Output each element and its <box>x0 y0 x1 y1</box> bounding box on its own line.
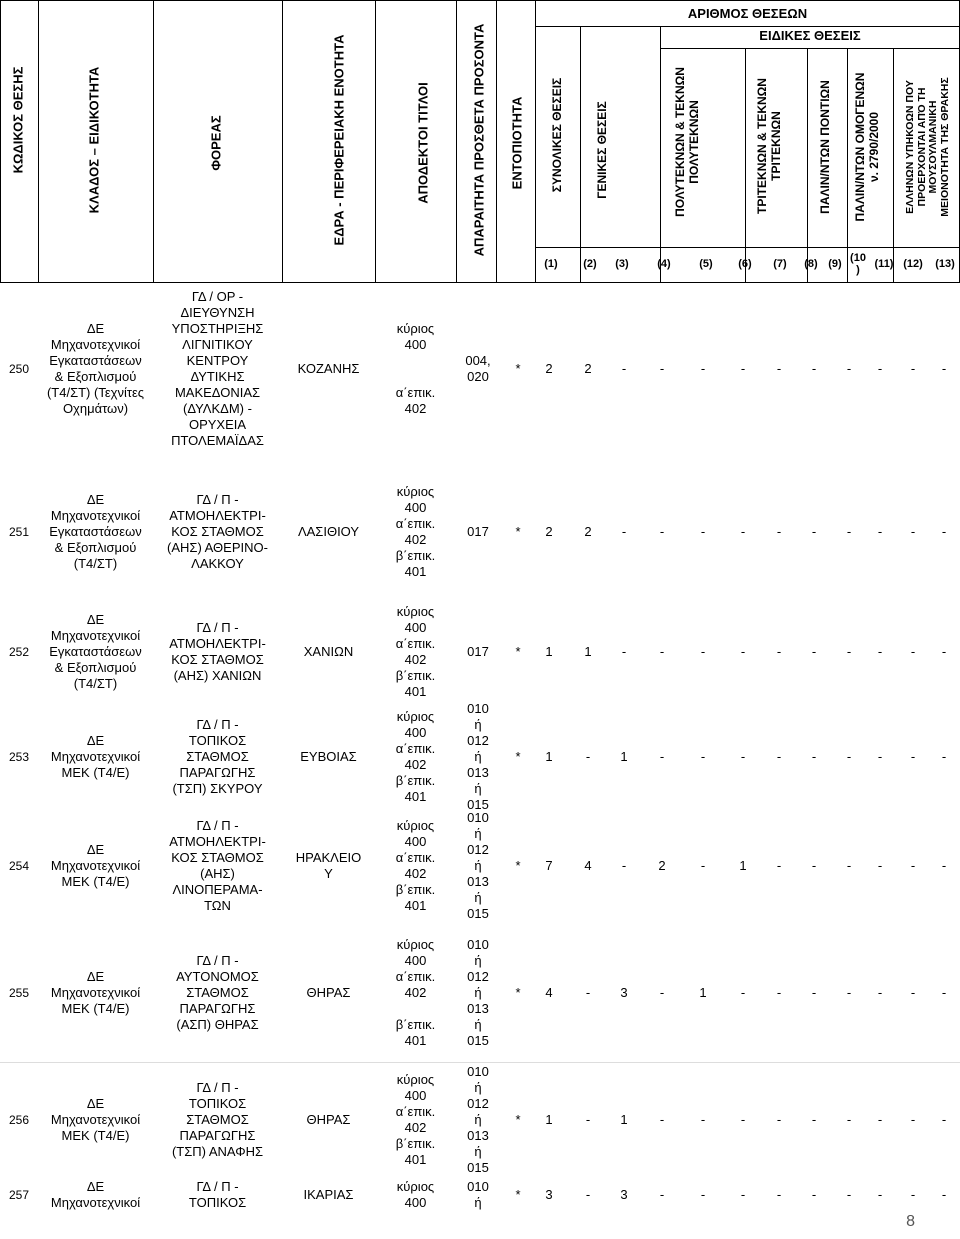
column-number: (1) <box>544 258 558 270</box>
branch-line: Μηχανοτεχνικοί <box>50 858 141 873</box>
position-value: - <box>659 749 665 764</box>
branch-line: ΜΕΚ (Τ4/Ε) <box>61 765 130 780</box>
branch-line: ΔΕ <box>86 321 105 336</box>
position-value: - <box>941 985 947 1000</box>
extra-line: ή <box>474 1080 482 1095</box>
title-line: κύριος <box>396 321 435 336</box>
column-number: (13) <box>935 258 955 270</box>
branch-line: & Εξοπλισμού <box>54 369 137 384</box>
title-line: α΄επικ. <box>395 385 436 400</box>
position-value: - <box>700 644 706 659</box>
position-value: - <box>585 1187 591 1202</box>
extra-line: 012 <box>467 842 489 857</box>
position-value: - <box>846 1112 852 1127</box>
position-value: - <box>740 749 746 764</box>
position-value: 1 <box>545 1112 553 1127</box>
position-value: 2 <box>545 524 553 539</box>
title-line: 400 <box>404 337 427 352</box>
title-line: β΄επικ. <box>395 773 436 788</box>
title-line: 400 <box>404 725 427 740</box>
header-code: ΚΩΔΙΚΟΣ ΘΕΣΗΣ <box>10 66 26 174</box>
body-line: ΓΔ / ΟΡ - <box>191 289 244 304</box>
position-code: 252 <box>8 645 30 659</box>
position-value: - <box>846 644 852 659</box>
page-number: 8 <box>906 1213 915 1230</box>
body-line: ΓΔ / Π - <box>196 492 239 507</box>
position-value: - <box>659 644 665 659</box>
title-line: α΄επικ. <box>395 969 436 984</box>
extra-line: ή <box>474 1144 482 1159</box>
extra-line: 013 <box>467 874 489 889</box>
position-value: - <box>941 644 947 659</box>
header-tri: ΤΡΙΤΕΚΝΩΝ & ΤΕΚΝΩΝ ΤΡΙΤΕΚΝΩΝ <box>755 78 783 214</box>
body-line: ΠΑΡΑΓΩΓΗΣ <box>179 1128 256 1143</box>
position-value: - <box>700 361 706 376</box>
header-special: ΕΙΔΙΚΕΣ ΘΕΣΕΙΣ <box>759 28 861 43</box>
body-line: ΛΙΓΝΙΤΙΚΟΥ <box>182 337 253 352</box>
position-value: - <box>776 524 782 539</box>
position-value: - <box>776 361 782 376</box>
title-line: κύριος <box>396 1072 435 1087</box>
extra-line: ή <box>474 781 482 796</box>
header-local: ΕΝΤΟΠΙΟΤΗΤΑ <box>509 96 525 190</box>
extra-line: ή <box>474 1017 482 1032</box>
region: ΧΑΝΙΩΝ <box>303 644 354 659</box>
branch-line: (Τ4/ΣΤ) (Τεχνίτες <box>46 385 145 400</box>
position-value: - <box>700 858 706 873</box>
branch-line: Μηχανοτεχνικοί <box>50 985 141 1000</box>
position-value: - <box>910 524 916 539</box>
branch-line: Μηχανοτεχνικοί <box>50 508 141 523</box>
extra-line: ή <box>474 858 482 873</box>
position-value: 1 <box>545 644 553 659</box>
body-line: ΟΡΥΧΕΙΑ <box>188 417 247 432</box>
position-code: 254 <box>8 859 30 873</box>
position-value: 2 <box>584 361 592 376</box>
body-line: (ΑΣΠ) ΘΗΡΑΣ <box>176 1017 259 1032</box>
position-value: - <box>811 524 817 539</box>
position-value: - <box>846 361 852 376</box>
position-code: 250 <box>8 362 30 376</box>
position-value: * <box>515 644 521 659</box>
region: ΛΑΣΙΘΙΟΥ <box>297 524 360 539</box>
branch-line: Εγκαταστάσεων <box>49 644 142 659</box>
branch-line: ΜΕΚ (Τ4/Ε) <box>61 874 130 889</box>
title-line: 400 <box>404 1195 427 1210</box>
branch-line: Εγκαταστάσεων <box>49 353 142 368</box>
title-line: β΄επικ. <box>395 668 436 683</box>
position-value: - <box>621 524 627 539</box>
body-line: ΚΕΝΤΡΟΥ <box>186 353 249 368</box>
header-region: ΕΔΡΑ - ΠΕΡΙΦΕΡΕΙΑΚΗ ΕΝΟΤΗΤΑ <box>331 34 347 246</box>
header-branch: ΚΛΑΔΟΣ – ΕΙΔΙΚΟΤΗΤΑ <box>86 66 102 214</box>
position-value: 4 <box>584 858 592 873</box>
body-line: ΤΟΠΙΚΟΣ <box>188 733 247 748</box>
title-line: 402 <box>404 757 427 772</box>
branch-line: ΔΕ <box>86 612 105 627</box>
position-value: - <box>877 749 883 764</box>
body-line: ΣΤΑΘΜΟΣ <box>186 1112 249 1127</box>
title-line: β΄επικ. <box>395 1017 436 1032</box>
position-value: - <box>877 524 883 539</box>
position-value: 3 <box>620 1187 628 1202</box>
body-line: ΑΤΜΟΗΛΕΚΤΡΙ- <box>169 636 266 651</box>
position-value: - <box>910 749 916 764</box>
extra-line: 012 <box>467 969 489 984</box>
header-titles: ΑΠΟΔΕΚΤΟΙ ΤΙΤΛΟΙ <box>415 82 431 204</box>
position-value: - <box>659 361 665 376</box>
extra-line: ή <box>474 985 482 1000</box>
column-number: (4) <box>657 258 671 270</box>
body-line: ΚΟΣ ΣΤΑΘΜΟΣ <box>171 524 264 539</box>
body-line: ΚΟΣ ΣΤΑΘΜΟΣ <box>171 850 264 865</box>
branch-line: Μηχανοτεχνικοί <box>50 337 141 352</box>
title-line: 402 <box>404 532 427 547</box>
header-omogeneis: ΠΑΛΙΝ/ΝΤΩΝ ΟΜΟΓΕΝΩΝ ν. 2790/2000 <box>853 72 881 222</box>
body-line: ΓΔ / Π - <box>196 1080 239 1095</box>
position-value: 2 <box>658 858 666 873</box>
position-value: 1 <box>739 858 747 873</box>
branch-line: Εγκαταστάσεων <box>49 524 142 539</box>
branch-line: ΔΕ <box>86 492 105 507</box>
header-extra: ΑΠΑΡΑΙΤΗΤΑ ΠΡΟΣΘΕΤΑ ΠΡΟΣΟΝΤΑ <box>471 23 487 257</box>
title-line: 401 <box>404 564 427 579</box>
extra-line: 020 <box>467 369 489 384</box>
extra-line: ή <box>474 1195 482 1210</box>
extra-line: 015 <box>467 797 489 812</box>
body-line: ΠΑΡΑΓΩΓΗΣ <box>179 765 256 780</box>
header-general: ΓΕΝΙΚΕΣ ΘΕΣΕΙΣ <box>595 101 610 199</box>
position-value: - <box>621 858 627 873</box>
extra-line: 013 <box>467 765 489 780</box>
branch-line: ΔΕ <box>86 1096 105 1111</box>
branch-line: Μηχανοτεχνικοί <box>50 749 141 764</box>
position-value: - <box>700 1112 706 1127</box>
position-value: - <box>659 985 665 1000</box>
title-line: 402 <box>404 652 427 667</box>
body-line: ΔΙΕΥΘΥΝΣΗ <box>180 305 255 320</box>
position-value: - <box>910 985 916 1000</box>
position-value: - <box>776 985 782 1000</box>
body-line: ΓΔ / Π - <box>196 953 239 968</box>
position-value: - <box>700 524 706 539</box>
branch-line: Μηχανοτεχνικοί <box>50 628 141 643</box>
position-value: - <box>811 1187 817 1202</box>
extra-line: 004, <box>465 353 491 368</box>
title-line: α΄επικ. <box>395 741 436 756</box>
body-line: ΓΔ / Π - <box>196 717 239 732</box>
position-value: - <box>585 985 591 1000</box>
title-line: 400 <box>404 620 427 635</box>
title-line: 400 <box>404 1088 427 1103</box>
body-line: ΑΤΜΟΗΛΕΚΤΡΙ- <box>169 508 266 523</box>
body-line: ΔΥΤΙΚΗΣ <box>190 369 245 384</box>
row-separator <box>0 1062 960 1063</box>
position-code: 253 <box>8 750 30 764</box>
branch-line: Οχημάτων) <box>62 401 129 416</box>
position-code: 257 <box>8 1188 30 1202</box>
title-line: 401 <box>404 898 427 913</box>
title-line: 402 <box>404 401 427 416</box>
position-value: - <box>811 361 817 376</box>
extra-line: ή <box>474 953 482 968</box>
position-value: - <box>910 1112 916 1127</box>
title-line: β΄επικ. <box>395 1136 436 1151</box>
extra-line: 010 <box>467 937 489 952</box>
title-line: 401 <box>404 684 427 699</box>
position-value: - <box>811 644 817 659</box>
body-line: ΜΑΚΕΔΟΝΙΑΣ <box>174 385 261 400</box>
position-value: - <box>910 1187 916 1202</box>
body-line: ΑΤΜΟΗΛΕΚΤΡΙ- <box>169 834 266 849</box>
body-line: ΥΠΟΣΤΗΡΙΞΗΣ <box>171 321 264 336</box>
column-number: (8) <box>804 258 818 270</box>
region: ΕΥΒΟΙΑΣ <box>300 749 357 764</box>
position-value: - <box>621 361 627 376</box>
extra-line: 010 <box>467 1064 489 1079</box>
position-value: 1 <box>584 644 592 659</box>
header-positions: ΑΡΙΘΜΟΣ ΘΕΣΕΩΝ <box>687 6 808 21</box>
title-line: κύριος <box>396 604 435 619</box>
position-value: - <box>700 749 706 764</box>
position-value: - <box>846 1187 852 1202</box>
body-line: ΤΟΠΙΚΟΣ <box>188 1195 247 1210</box>
title-line: 400 <box>404 500 427 515</box>
position-value: - <box>740 985 746 1000</box>
position-value: - <box>740 1187 746 1202</box>
extra-line: 015 <box>467 906 489 921</box>
position-value: - <box>585 1112 591 1127</box>
position-code: 251 <box>8 525 30 539</box>
extra-line: 015 <box>467 1033 489 1048</box>
branch-line: & Εξοπλισμού <box>54 540 137 555</box>
extra-line: 017 <box>467 644 489 659</box>
body-line: ΚΟΣ ΣΤΑΘΜΟΣ <box>171 652 264 667</box>
body-line: ΣΤΑΘΜΟΣ <box>186 985 249 1000</box>
position-value: - <box>877 644 883 659</box>
position-value: * <box>515 1112 521 1127</box>
extra-line: ή <box>474 826 482 841</box>
position-value: 3 <box>545 1187 553 1202</box>
position-value: 1 <box>545 749 553 764</box>
branch-line: ΔΕ <box>86 969 105 984</box>
region: ΘΗΡΑΣ <box>306 985 351 1000</box>
position-value: - <box>776 749 782 764</box>
extra-line: 013 <box>467 1001 489 1016</box>
position-value: - <box>740 524 746 539</box>
position-value: 7 <box>545 858 553 873</box>
region: ΙΚΑΡΙΑΣ <box>303 1187 354 1202</box>
position-value: - <box>811 985 817 1000</box>
body-line: ΓΔ / Π - <box>196 1179 239 1194</box>
position-code: 255 <box>8 986 30 1000</box>
position-value: - <box>846 858 852 873</box>
branch-line: ΔΕ <box>86 1179 105 1194</box>
position-value: - <box>941 858 947 873</box>
position-value: - <box>621 644 627 659</box>
title-line: 402 <box>404 866 427 881</box>
extra-line: ή <box>474 717 482 732</box>
column-number: (10 ) <box>850 252 866 276</box>
position-value: * <box>515 1187 521 1202</box>
body-line: ΛΑΚΚΟΥ <box>191 556 244 571</box>
position-value: - <box>811 1112 817 1127</box>
position-value: 1 <box>620 749 628 764</box>
position-value: - <box>941 1187 947 1202</box>
title-line: 401 <box>404 1033 427 1048</box>
position-value: - <box>910 644 916 659</box>
branch-line: Μηχανοτεχνικοί <box>50 1195 141 1210</box>
position-value: - <box>877 361 883 376</box>
header-pontioi: ΠΑΛΙΝ/ΝΤΩΝ ΠΟΝΤΙΩΝ <box>818 80 833 214</box>
position-value: - <box>740 644 746 659</box>
extra-line: ή <box>474 1112 482 1127</box>
branch-line: ΜΕΚ (Τ4/Ε) <box>61 1001 130 1016</box>
position-value: - <box>846 985 852 1000</box>
position-value: - <box>877 985 883 1000</box>
position-value: * <box>515 985 521 1000</box>
extra-line: 012 <box>467 1096 489 1111</box>
body-line: ΤΟΠΙΚΟΣ <box>188 1096 247 1111</box>
extra-line: 010 <box>467 810 489 825</box>
body-line: (ΔΥΛΚΔΜ) - <box>183 401 252 416</box>
position-value: 1 <box>620 1112 628 1127</box>
branch-line: ΜΕΚ (Τ4/Ε) <box>61 1128 130 1143</box>
position-value: * <box>515 858 521 873</box>
position-value: - <box>941 524 947 539</box>
region: ΗΡΑΚΛΕΙΟ Υ <box>295 850 362 881</box>
position-value: * <box>515 749 521 764</box>
position-value: - <box>941 1112 947 1127</box>
branch-line: (Τ4/ΣΤ) <box>73 556 118 571</box>
position-value: 3 <box>620 985 628 1000</box>
position-value: - <box>776 1187 782 1202</box>
position-value: - <box>877 858 883 873</box>
position-value: 2 <box>584 524 592 539</box>
title-line: κύριος <box>396 818 435 833</box>
position-value: - <box>585 749 591 764</box>
body-line: ΣΤΑΘΜΟΣ <box>186 749 249 764</box>
title-line: 402 <box>404 1120 427 1135</box>
extra-line: 012 <box>467 733 489 748</box>
body-line: ΓΔ / Π - <box>196 818 239 833</box>
region: ΚΟΖΑΝΗΣ <box>297 361 360 376</box>
position-value: 4 <box>545 985 553 1000</box>
header-total: ΣΥΝΟΛΙΚΕΣ ΘΕΣΕΙΣ <box>550 77 565 193</box>
position-value: * <box>515 524 521 539</box>
title-line: α΄επικ. <box>395 636 436 651</box>
column-number: (12) <box>903 258 923 270</box>
title-line: 400 <box>404 834 427 849</box>
body-line: ΛΙΝΟΠΕΡΑΜΑ- <box>172 882 263 897</box>
position-value: - <box>846 524 852 539</box>
position-value: - <box>910 858 916 873</box>
title-line: κύριος <box>396 937 435 952</box>
body-line: ΑΥΤΟΝΟΜΟΣ <box>176 969 259 984</box>
position-value: - <box>776 1112 782 1127</box>
extra-line: ή <box>474 749 482 764</box>
title-line: β΄επικ. <box>395 548 436 563</box>
column-number: (2) <box>583 258 597 270</box>
position-value: 1 <box>699 985 707 1000</box>
body-line: ΓΔ / Π - <box>196 620 239 635</box>
branch-line: ΔΕ <box>86 733 105 748</box>
extra-line: 010 <box>467 1179 489 1194</box>
body-line: ΠΑΡΑΓΩΓΗΣ <box>179 1001 256 1016</box>
header-thrace: ΕΛΛΗΝΩΝ ΥΠΗΚΟΩΝ ΠΟΥ ΠΡΟΕΡΧΟΝΤΑΙ ΑΠΌ ΤΗ ΜΟΥΣΟΥΛΜΑΝΙΚΗ ΜΕΙΟΝΟΤΗΤΑ ΤΗΣ ΘΡΑΚΗΣ <box>903 77 951 217</box>
extra-line: 015 <box>467 1160 489 1175</box>
body-line: (ΑΗΣ) <box>200 866 235 881</box>
position-value: - <box>740 1112 746 1127</box>
column-number: (5) <box>699 258 713 270</box>
column-number: (9) <box>828 258 842 270</box>
title-line: 401 <box>404 789 427 804</box>
title-line: κύριος <box>396 1179 435 1194</box>
position-value: * <box>515 361 521 376</box>
title-line: α΄επικ. <box>395 516 436 531</box>
position-value: - <box>811 858 817 873</box>
branch-line: ΔΕ <box>86 842 105 857</box>
extra-line: 013 <box>467 1128 489 1143</box>
position-value: - <box>846 749 852 764</box>
position-value: - <box>700 1187 706 1202</box>
body-line: (ΑΗΣ) ΑΘΕΡΙΝΟ- <box>167 540 268 555</box>
position-value: - <box>776 644 782 659</box>
column-number: (3) <box>615 258 629 270</box>
extra-line: ή <box>474 890 482 905</box>
column-number: (7) <box>773 258 787 270</box>
title-line: 400 <box>404 953 427 968</box>
position-value: 2 <box>545 361 553 376</box>
header-body: ΦΟΡΕΑΣ <box>208 115 224 171</box>
body-line: ΠΤΟΛΕΜΑΪΔΑΣ <box>171 433 264 448</box>
body-line: (ΤΣΠ) ΣΚΥΡΟΥ <box>172 781 263 796</box>
position-code: 256 <box>8 1113 30 1127</box>
body-line: (ΑΗΣ) ΧΑΝΙΩΝ <box>173 668 262 683</box>
title-line: α΄επικ. <box>395 1104 436 1119</box>
region: ΘΗΡΑΣ <box>306 1112 351 1127</box>
title-line: 402 <box>404 985 427 1000</box>
position-value: - <box>877 1112 883 1127</box>
branch-line: Μηχανοτεχνικοί <box>50 1112 141 1127</box>
column-number: (6) <box>738 258 752 270</box>
position-value: - <box>740 361 746 376</box>
position-value: - <box>811 749 817 764</box>
title-line: α΄επικ. <box>395 850 436 865</box>
position-value: - <box>659 1187 665 1202</box>
body-line: ΤΩΝ <box>204 898 231 913</box>
header-poly: ΠΟΛΥΤΕΚΝΩΝ & ΤΕΚΝΩΝ ΠΟΛΥΤΕΚΝΩΝ <box>673 67 701 217</box>
body-line: (ΤΣΠ) ΑΝΑΦΗΣ <box>171 1144 264 1159</box>
position-value: - <box>877 1187 883 1202</box>
title-line: κύριος <box>396 709 435 724</box>
extra-line: 010 <box>467 701 489 716</box>
title-line: 401 <box>404 1152 427 1167</box>
title-line: β΄επικ. <box>395 882 436 897</box>
position-value: - <box>941 361 947 376</box>
branch-line: (Τ4/ΣΤ) <box>73 676 118 691</box>
position-value: - <box>659 524 665 539</box>
title-line: κύριος <box>396 484 435 499</box>
position-value: - <box>910 361 916 376</box>
branch-line: & Εξοπλισμού <box>54 660 137 675</box>
position-value: - <box>659 1112 665 1127</box>
position-value: - <box>941 749 947 764</box>
extra-line: 017 <box>467 524 489 539</box>
position-value: - <box>776 858 782 873</box>
column-number: (11) <box>874 258 894 270</box>
